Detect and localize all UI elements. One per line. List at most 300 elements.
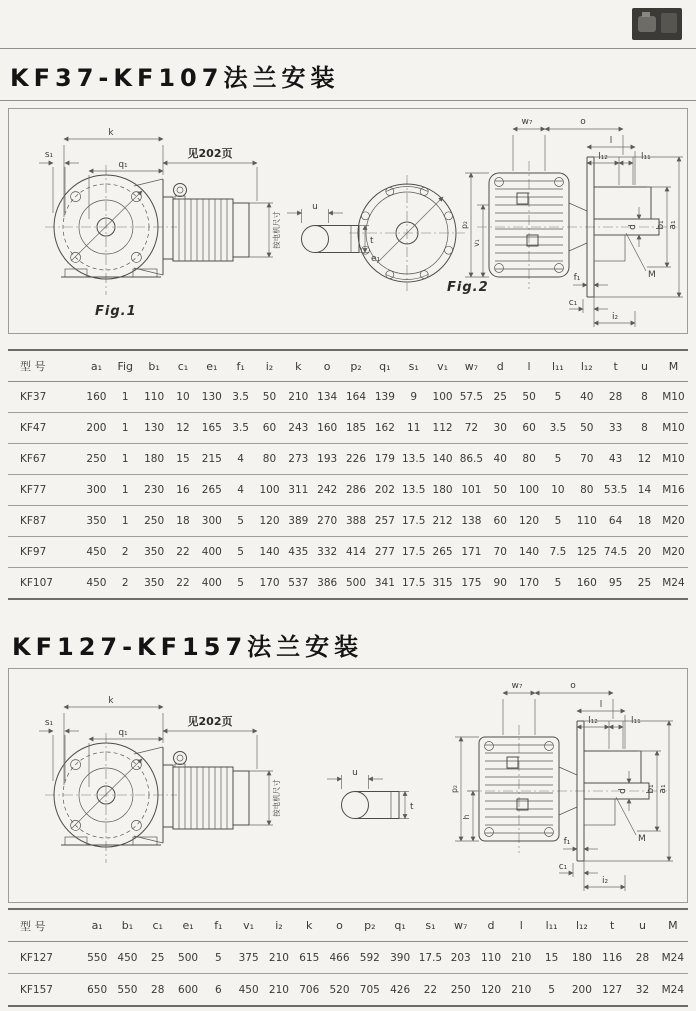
col-header: M <box>668 919 678 932</box>
value-cell: 250 <box>144 515 165 527</box>
see-page-note: 见202页 <box>187 715 233 728</box>
value-cell: 125 <box>576 546 597 558</box>
dim-label-f1: f₁ <box>563 837 571 847</box>
value-cell: 210 <box>268 951 289 964</box>
model-cell: KF97 <box>20 546 47 558</box>
col-header: l <box>527 359 531 373</box>
value-cell: 226 <box>345 453 367 465</box>
value-cell: 171 <box>461 546 482 558</box>
value-cell: 138 <box>461 515 482 527</box>
value-cell: 17.5 <box>418 951 443 964</box>
value-cell: 13.5 <box>402 484 426 496</box>
model-cell: KF127 <box>20 951 53 964</box>
value-cell: 202 <box>374 484 395 496</box>
col-header: l₁₁ <box>545 919 558 932</box>
value-cell: 17.5 <box>402 515 426 527</box>
dim-label-o: o <box>580 117 586 127</box>
value-cell: 80 <box>580 484 594 496</box>
value-cell: 5 <box>554 515 562 527</box>
value-cell: 193 <box>317 453 338 465</box>
value-cell: 466 <box>329 951 350 964</box>
col-header: f₁ <box>236 359 245 373</box>
col-header-model: 型 号 <box>20 360 46 373</box>
value-cell: 500 <box>178 951 199 964</box>
dim-label-k: k <box>108 128 114 138</box>
value-cell: 215 <box>201 453 222 465</box>
shaft-section-drawing <box>287 202 374 253</box>
value-cell: 265 <box>432 546 453 558</box>
value-cell: 25 <box>493 391 507 403</box>
dim-label-v1: v₁ <box>472 239 481 247</box>
dim-label-s1: s₁ <box>44 718 54 728</box>
value-cell: 9 <box>410 391 418 403</box>
value-cell: 10 <box>176 391 190 403</box>
value-cell: M20 <box>662 546 685 558</box>
value-cell: 273 <box>288 453 309 465</box>
value-cell: 140 <box>432 453 453 465</box>
table-row <box>8 568 688 600</box>
col-header: l₁₂ <box>575 919 588 932</box>
motor-size-note: 按电机尺寸 <box>272 779 281 817</box>
value-cell: 134 <box>317 391 338 403</box>
value-cell: 72 <box>464 422 479 434</box>
value-cell: 140 <box>259 546 280 558</box>
value-cell: 180 <box>571 951 592 964</box>
value-cell: 33 <box>608 422 623 434</box>
value-cell: 390 <box>390 951 411 964</box>
value-cell: M24 <box>662 577 685 589</box>
value-cell: 450 <box>238 983 259 996</box>
value-cell: 162 <box>374 422 395 434</box>
value-cell: M10 <box>662 391 685 403</box>
col-header: o <box>336 919 343 932</box>
value-cell: 8 <box>641 391 648 403</box>
value-cell: 450 <box>86 577 107 589</box>
value-cell: 110 <box>480 951 502 964</box>
value-cell: 400 <box>201 577 222 589</box>
value-cell: 74.5 <box>603 546 628 558</box>
col-header: q₁ <box>394 919 406 932</box>
value-cell: 60 <box>493 515 507 527</box>
value-cell: 100 <box>432 391 453 403</box>
value-cell: 414 <box>345 546 367 558</box>
dim-label-q1: q₁ <box>118 728 128 738</box>
value-cell: 127 <box>602 983 623 996</box>
col-header: k <box>295 359 302 373</box>
value-cell: 212 <box>432 515 453 527</box>
dim-label-l12: l₁₂ <box>598 152 608 162</box>
value-cell: 537 <box>288 577 309 589</box>
model-cell: KF107 <box>20 577 53 589</box>
value-cell: 250 <box>450 983 471 996</box>
fig3-drawing <box>9 669 687 900</box>
dim-label-p2: p₂ <box>450 785 459 793</box>
value-cell: 300 <box>86 484 107 496</box>
col-header: s₁ <box>408 359 419 373</box>
col-header: M <box>668 359 679 373</box>
value-cell: 265 <box>201 484 222 496</box>
col-header: u <box>640 359 648 373</box>
value-cell: 70 <box>580 453 594 465</box>
col-header: t <box>613 359 618 373</box>
value-cell: 311 <box>288 484 309 496</box>
dim-label-i2: i₂ <box>601 876 609 886</box>
fig2-caption: Fig.2 <box>447 280 489 295</box>
col-header: p₂ <box>350 359 362 373</box>
col-header: c₁ <box>177 359 189 373</box>
value-cell: 120 <box>519 515 540 527</box>
fig3-front-view-drawing <box>39 696 281 863</box>
table-row <box>8 506 688 537</box>
dim-label-b1: b₁ <box>656 220 666 230</box>
dim-label-b1: b₁ <box>646 784 656 794</box>
fig1-caption: Fig.1 <box>95 304 137 319</box>
value-cell: M10 <box>662 422 685 434</box>
value-cell: 130 <box>144 422 165 434</box>
model-cell: KF37 <box>20 391 47 403</box>
section1-title: KF37-KF107法兰安装 <box>0 48 696 101</box>
value-cell: 705 <box>359 983 380 996</box>
col-header: f₁ <box>214 919 223 932</box>
table-row <box>8 413 688 444</box>
value-cell: M10 <box>662 453 685 465</box>
figure-panel-1 <box>8 108 688 334</box>
value-cell: 64 <box>608 515 623 527</box>
value-cell: 160 <box>86 391 107 403</box>
value-cell: 130 <box>201 391 222 403</box>
value-cell: 10 <box>551 484 565 496</box>
fig1-side-view-drawing <box>460 117 683 327</box>
col-header: u <box>639 919 646 932</box>
value-cell: 12 <box>176 422 190 434</box>
value-cell: 210 <box>511 951 532 964</box>
col-header: c₁ <box>152 919 163 932</box>
value-cell: 200 <box>86 422 107 434</box>
value-cell: 57.5 <box>459 391 484 403</box>
value-cell: 11 <box>407 422 421 434</box>
value-cell: 1 <box>121 515 129 527</box>
value-cell: 60 <box>262 422 277 434</box>
table-row <box>8 382 688 413</box>
value-cell: 257 <box>374 515 395 527</box>
value-cell: 30 <box>493 422 507 434</box>
dim-label-l12: l₁₂ <box>588 716 598 726</box>
value-cell: 5 <box>554 577 562 589</box>
dim-label-a1: a₁ <box>658 784 668 794</box>
value-cell: 615 <box>299 951 320 964</box>
shaft-section-drawing <box>327 768 414 819</box>
value-cell: 80 <box>262 453 277 465</box>
value-cell: M16 <box>662 484 685 496</box>
dim-label-t: t <box>410 802 414 812</box>
fig1-drawing <box>9 109 687 331</box>
col-header-model: 型 号 <box>20 919 46 933</box>
value-cell: 25 <box>637 577 652 589</box>
value-cell: 300 <box>201 515 222 527</box>
col-header: v₁ <box>243 919 255 932</box>
value-cell: 388 <box>345 515 367 527</box>
dim-label-l: l <box>609 136 613 146</box>
table-row <box>8 444 688 475</box>
dim-label-u: u <box>352 768 358 778</box>
col-header: e₁ <box>206 359 218 373</box>
value-cell: 2 <box>121 546 129 558</box>
value-cell: 243 <box>288 422 309 434</box>
value-cell: 101 <box>461 484 482 496</box>
value-cell: 12 <box>637 453 652 465</box>
value-cell: 120 <box>480 983 502 996</box>
col-header: l₁₁ <box>551 359 564 373</box>
value-cell: 50 <box>262 391 277 403</box>
value-cell: 50 <box>522 391 536 403</box>
dim-label-a1: a₁ <box>668 220 678 230</box>
value-cell: 550 <box>87 951 108 964</box>
value-cell: 60 <box>522 422 536 434</box>
value-cell: 375 <box>238 951 259 964</box>
value-cell: 386 <box>317 577 338 589</box>
value-cell: 20 <box>637 546 652 558</box>
table-row <box>8 974 688 1007</box>
value-cell: 120 <box>259 515 280 527</box>
value-cell: 5 <box>548 983 555 996</box>
dim-label-o: o <box>570 681 576 691</box>
value-cell: 200 <box>571 983 592 996</box>
model-cell: KF87 <box>20 515 47 527</box>
value-cell: 40 <box>580 391 594 403</box>
value-cell: 203 <box>450 951 471 964</box>
value-cell: 18 <box>176 515 190 527</box>
dim-label-e1: e₁ <box>371 254 381 264</box>
value-cell: 25 <box>151 951 165 964</box>
col-header: a₁ <box>90 359 102 373</box>
table-kf127-kf157 <box>8 908 688 1007</box>
value-cell: 341 <box>374 577 395 589</box>
value-cell: 50 <box>493 484 507 496</box>
value-cell: M24 <box>661 983 685 996</box>
value-cell: 14 <box>637 484 652 496</box>
col-header: t <box>610 919 615 932</box>
value-cell: 6 <box>214 983 222 996</box>
value-cell: 80 <box>522 453 536 465</box>
value-cell: 164 <box>345 391 367 403</box>
col-header: d <box>496 359 504 373</box>
value-cell: 22 <box>176 577 190 589</box>
value-cell: 3.5 <box>232 422 249 434</box>
dim-label-l: l <box>599 700 603 710</box>
value-cell: 40 <box>493 453 507 465</box>
value-cell: 5 <box>214 951 222 964</box>
value-cell: 426 <box>390 983 411 996</box>
value-cell: 315 <box>432 577 453 589</box>
value-cell: 170 <box>259 577 280 589</box>
value-cell: 1 <box>121 422 129 434</box>
value-cell: 450 <box>117 951 138 964</box>
dim-label-t: t <box>370 236 374 246</box>
value-cell: 53.5 <box>603 484 628 496</box>
value-cell: 210 <box>511 983 532 996</box>
value-cell: 28 <box>151 983 165 996</box>
value-cell: 250 <box>86 453 107 465</box>
value-cell: 435 <box>288 546 309 558</box>
table-kf37-kf107 <box>8 349 688 600</box>
value-cell: 90 <box>493 577 507 589</box>
value-cell: 2 <box>121 577 129 589</box>
dim-label-c1: c₁ <box>558 862 568 872</box>
value-cell: 600 <box>178 983 199 996</box>
value-cell: 1 <box>121 484 129 496</box>
dim-label-c1: c₁ <box>568 298 578 308</box>
value-cell: 8 <box>641 422 648 434</box>
value-cell: 43 <box>608 453 623 465</box>
dim-label-d: d <box>618 788 628 794</box>
dim-label-w7: w₇ <box>521 117 533 127</box>
col-header: w₇ <box>454 919 468 932</box>
col-header: i₂ <box>265 359 274 373</box>
value-cell: 332 <box>317 546 338 558</box>
value-cell: 110 <box>144 391 165 403</box>
value-cell: 210 <box>288 391 309 403</box>
value-cell: 100 <box>519 484 540 496</box>
value-cell: 4 <box>237 484 244 496</box>
section2-title: KF127-KF157法兰安装 <box>12 633 364 661</box>
col-header: b₁ <box>121 919 134 932</box>
table-row <box>8 475 688 506</box>
model-cell: KF77 <box>20 484 47 496</box>
value-cell: 116 <box>602 951 623 964</box>
value-cell: 230 <box>144 484 165 496</box>
value-cell: 277 <box>374 546 395 558</box>
col-header: k <box>306 919 313 932</box>
value-cell: 500 <box>345 577 367 589</box>
value-cell: 160 <box>576 577 597 589</box>
value-cell: 389 <box>288 515 309 527</box>
col-header: v₁ <box>437 359 448 373</box>
dimension-table-kf127-kf157 <box>8 908 688 1007</box>
value-cell: 1 <box>121 453 129 465</box>
value-cell: 5 <box>237 546 244 558</box>
value-cell: 22 <box>176 546 190 558</box>
value-cell: M20 <box>662 515 685 527</box>
value-cell: 179 <box>374 453 395 465</box>
value-cell: 15 <box>544 951 559 964</box>
value-cell: 17.5 <box>402 546 426 558</box>
value-cell: 5 <box>554 391 562 403</box>
value-cell: 95 <box>608 577 623 589</box>
value-cell: 32 <box>635 983 650 996</box>
value-cell: 180 <box>432 484 453 496</box>
value-cell: 22 <box>423 983 438 996</box>
value-cell: 4 <box>237 453 244 465</box>
gearmotor-photo <box>632 8 682 40</box>
dimension-table-kf37-kf107 <box>8 349 688 600</box>
value-cell: 18 <box>637 515 652 527</box>
dim-label-q1: q₁ <box>118 160 128 170</box>
model-cell: KF157 <box>20 983 53 996</box>
value-cell: 520 <box>329 983 350 996</box>
value-cell: 5 <box>237 577 244 589</box>
dim-label-p2: p₂ <box>460 221 469 229</box>
value-cell: 165 <box>201 422 222 434</box>
dim-label-h: h <box>462 814 471 820</box>
value-cell: 28 <box>635 951 650 964</box>
value-cell: 70 <box>493 546 507 558</box>
table-row <box>8 537 688 568</box>
fig3-side-view-drawing <box>450 681 673 891</box>
value-cell: 50 <box>580 422 594 434</box>
value-cell: 16 <box>176 484 190 496</box>
value-cell: 5 <box>237 515 244 527</box>
col-header: d <box>487 919 495 932</box>
col-header: q₁ <box>379 359 391 373</box>
value-cell: 7.5 <box>549 546 567 558</box>
value-cell: 86.5 <box>459 453 484 465</box>
dim-label-l11: l₁₁ <box>641 152 651 162</box>
col-header: i₂ <box>275 919 283 932</box>
model-cell: KF67 <box>20 453 47 465</box>
model-cell: KF47 <box>20 422 47 434</box>
dim-label-s1: s₁ <box>44 150 54 160</box>
col-header: p₂ <box>364 919 376 932</box>
col-header: Fig <box>117 359 134 373</box>
dim-label-u: u <box>312 202 318 212</box>
value-cell: 110 <box>576 515 597 527</box>
value-cell: 706 <box>299 983 320 996</box>
value-cell: 160 <box>317 422 338 434</box>
value-cell: 3.5 <box>232 391 249 403</box>
dim-label-k: k <box>108 696 114 706</box>
dim-label-f1: f₁ <box>573 273 581 283</box>
value-cell: 550 <box>117 983 138 996</box>
col-header: l <box>519 919 523 932</box>
value-cell: 112 <box>432 422 453 434</box>
col-header: b₁ <box>148 359 160 373</box>
col-header: l₁₂ <box>580 359 593 373</box>
col-header: w₇ <box>464 359 479 373</box>
value-cell: 3.5 <box>549 422 567 434</box>
col-header: s₁ <box>425 919 436 932</box>
value-cell: 17.5 <box>402 577 426 589</box>
value-cell: 210 <box>268 983 289 996</box>
motor-size-note: 按电机尺寸 <box>272 211 281 249</box>
value-cell: 450 <box>86 546 107 558</box>
dim-label-d: d <box>628 224 638 230</box>
dim-label-i2: i₂ <box>611 312 619 322</box>
value-cell: 15 <box>176 453 190 465</box>
value-cell: 592 <box>359 951 380 964</box>
value-cell: 400 <box>201 546 222 558</box>
dim-label-M: M <box>638 834 646 844</box>
value-cell: M24 <box>661 951 685 964</box>
value-cell: 350 <box>144 577 165 589</box>
see-page-note: 见202页 <box>187 147 233 160</box>
value-cell: 650 <box>87 983 108 996</box>
value-cell: 270 <box>317 515 338 527</box>
value-cell: 139 <box>374 391 395 403</box>
dim-label-w7: w₇ <box>511 681 523 691</box>
col-header: a₁ <box>91 919 103 932</box>
value-cell: 100 <box>259 484 280 496</box>
value-cell: 5 <box>554 453 562 465</box>
table-row <box>8 942 688 974</box>
value-cell: 13.5 <box>402 453 426 465</box>
dim-label-l11: l₁₁ <box>631 716 641 726</box>
fig1-front-view-drawing <box>39 128 281 319</box>
value-cell: 1 <box>121 391 129 403</box>
value-cell: 350 <box>86 515 107 527</box>
value-cell: 170 <box>519 577 540 589</box>
value-cell: 28 <box>608 391 623 403</box>
col-header: e₁ <box>182 919 194 932</box>
